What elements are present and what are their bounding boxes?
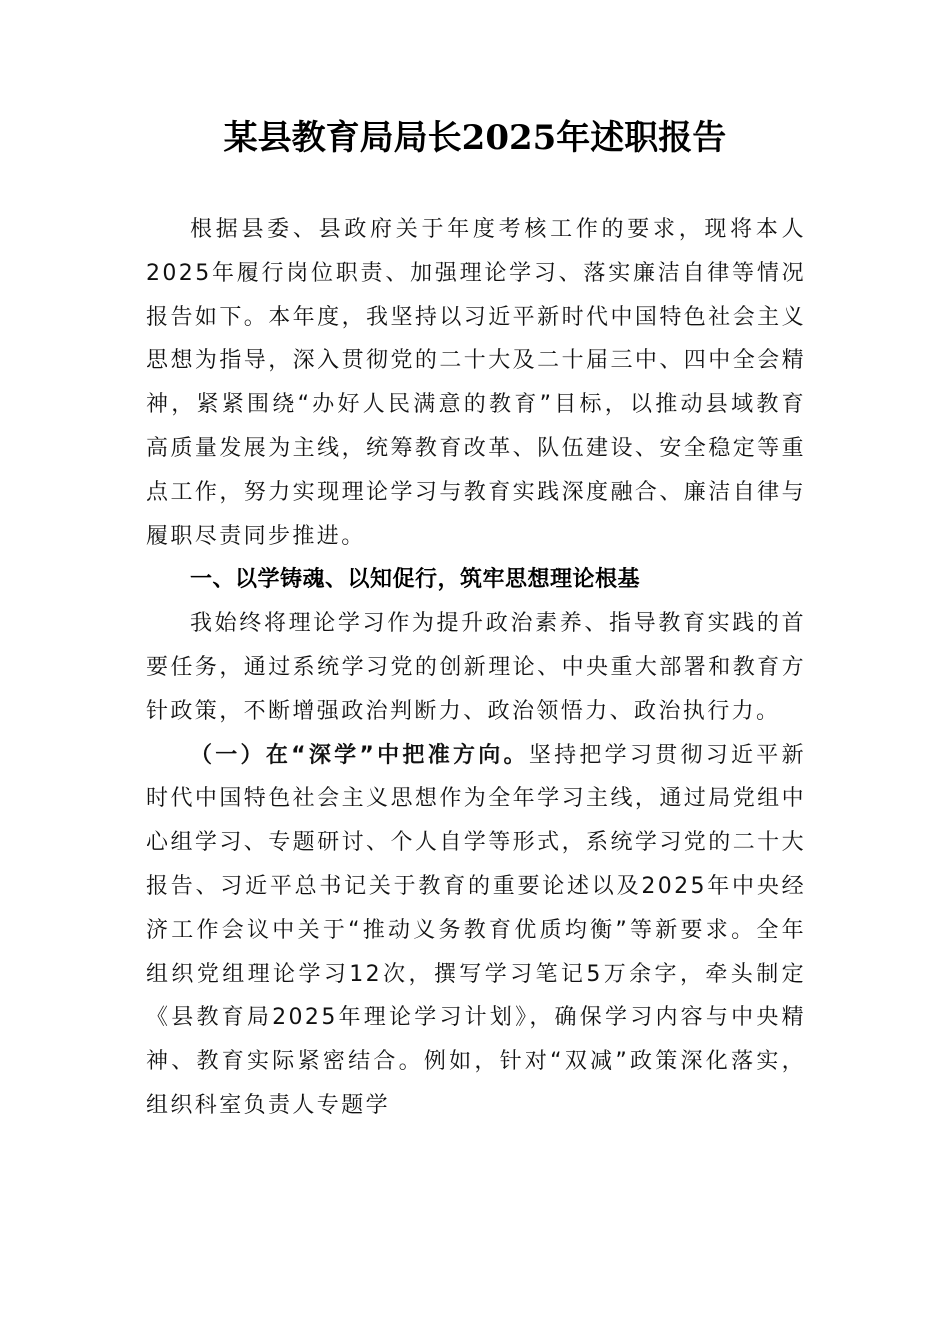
subsection-1-paragraph [146,734,806,1128]
document-body [146,208,806,1128]
section-1-heading: 一、以学铸魂、以知促行，筑牢思想理论根基 [190,567,641,593]
intro-paragraph: 根据县委、县政府关于年度考核工作的要求，现将本人2025年履行岗位职责、加强理论学习、落实廉洁自律等情况报告如下。本年度，我坚持以习近平新时代中国特色社会主义思想为指导，深入贯彻党的二十大及二十届三中、四中全会精神，紧紧围绕“办好人民满意的教育”目标，以推动县域教育高质量发展为主线，统筹教育改革、队伍建设、安全稳定等重点工作，努力实现理论学习与教育实践深度融合、廉洁自律与履职尽责同步推进。 [146,217,806,549]
subsection-1-lead: （一）在“深学”中把准方向。 [190,742,529,768]
subsection-1-text: 坚持把学习贯彻习近平新时代中国特色社会主义思想作为全年学习主线，通过局党组中心组学习、专题研讨、个人自学等形式，系统学习党的二十大报告、习近平总书记关于教育的重要论述以及2025年中央经济工作会议中关于“推动义务教育优质均衡”等新要求。全年组织党组理论学习12次，撰写学习笔记5万余字，牵头制定《县教育局2025年理论学习计划》，确保学习内容与中央精神、教育实际紧密结合。例如，针对“双减”政策深化落实，组织科室负责人专题学 [146,742,806,1118]
section-1-paragraph: 我始终将理论学习作为提升政治素养、指导教育实践的首要任务，通过系统学习党的创新理论、中央重大部署和教育方针政策，不断增强政治判断力、政治领悟力、政治执行力。 [146,611,806,724]
document-title: 某县教育局局长2025年述职报告 [223,118,727,158]
